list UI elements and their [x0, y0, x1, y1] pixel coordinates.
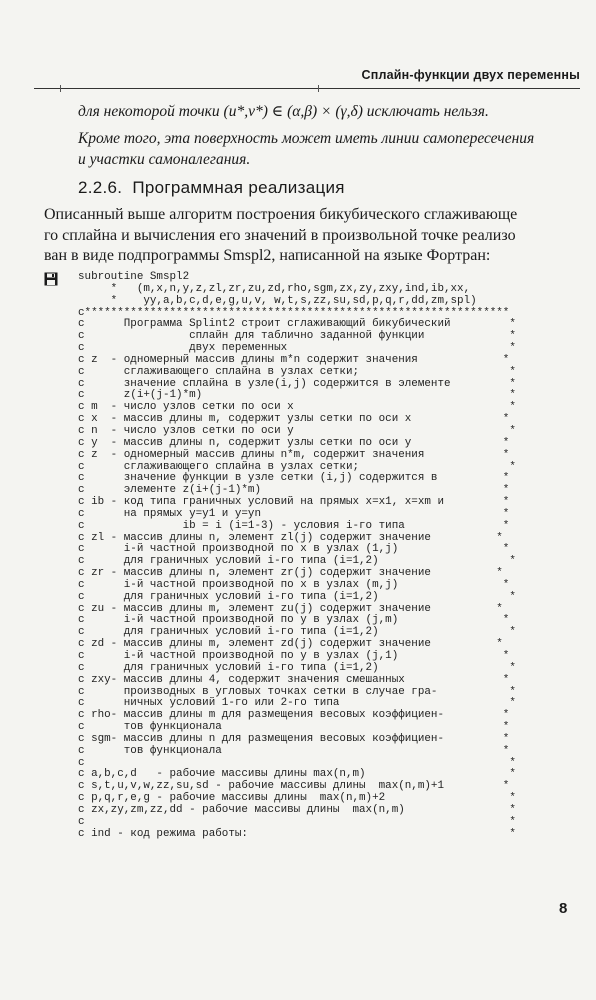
code-line: c ind - код режима работы: *	[78, 827, 516, 840]
code-line: c ничных условий 1-го или 2-го типа *	[78, 697, 516, 710]
code-line: c элементе z(i+(j-1)*m) *	[78, 484, 510, 497]
code-line: c x - массив длины m, содержит узлы сетки по оси x *	[78, 413, 510, 426]
code-line: c zd - массив длины m, элемент zd(j) содержит значение *	[78, 638, 503, 651]
code-line: c rho- массив длины m для размещения весовых коэффициен- *	[78, 709, 510, 722]
code-line: c a,b,c,d - рабочие массивы длины max(n,m) *	[78, 768, 516, 781]
code-line: c z(i+(j-1)*m) *	[78, 389, 516, 402]
floppy-disk-icon	[44, 272, 58, 286]
code-line: c двух переменных *	[78, 342, 516, 355]
code-line: c ib = i (i=1-3) - условия i-го типа *	[78, 519, 510, 532]
code-line: c zl - массив длины n, элемент zl(j) содержит значение *	[78, 531, 503, 544]
code-line: c z - одномерный массив длины n*m, содержит значения *	[78, 448, 510, 461]
header-rule-tick	[318, 85, 319, 92]
header-rule-tick	[60, 85, 61, 92]
code-line: c Программа Splint2 строит сглаживающий бикубический *	[78, 318, 516, 331]
section-title: Программная реализация	[132, 178, 345, 197]
code-line: c zx,zy,zm,zz,dd - рабочие массивы длины max(n,m) *	[78, 803, 516, 816]
section-heading	[78, 178, 345, 198]
code-line: c zu - массив длины m, элемент zu(j) содержит значение *	[78, 602, 503, 615]
code-line: * (m,x,n,y,z,zl,zr,zu,zd,rho,sgm,zx,zy,zxy,ind,ib,xx,	[78, 282, 471, 295]
code-line: subroutine Smspl2	[78, 271, 190, 283]
code-line: c *	[78, 815, 516, 828]
header-rule	[34, 88, 580, 89]
code-line: c ib - код типа граничных условий на прямых x=x1, x=xm и *	[78, 496, 510, 509]
code-line: c zxy- массив длины 4, содержит значения смешанных *	[78, 673, 510, 686]
code-line: c сглаживающего сплайна в узлах сетки; *	[78, 460, 516, 473]
section-number: 2.2.6.	[78, 178, 123, 197]
code-line: c n - число узлов сетки по оси y *	[78, 424, 516, 437]
code-line: c для граничных условий i-го типа (i=1,2) *	[78, 590, 516, 603]
paragraph-line: ван в виде подпрограммы Smspl2, написанной на языке Фортран:	[44, 247, 491, 264]
code-line: c *	[78, 756, 516, 769]
intro-text-after: исключать нельзя.	[362, 103, 489, 120]
code-line: c тов функционала *	[78, 721, 510, 734]
code-line: * yy,a,b,c,d,e,g,u,v, w,t,s,zz,su,sd,p,q,r,dd,zm,spl)	[78, 294, 477, 307]
code-line: c сглаживающего сплайна в узлах сетки; *	[78, 365, 516, 378]
intro-line-3: и участки самоналегания.	[78, 151, 251, 168]
intro-formula: (u*,v*) ∈ (α,β) × (γ,δ)	[223, 103, 363, 120]
code-line: c для граничных условий i-го типа (i=1,2) *	[78, 555, 516, 568]
intro-line-2: Кроме того, эта поверхность может иметь линии самопересечения	[78, 130, 535, 147]
paragraph-line: го сплайна и вычисления его значений в произвольной точке реализо	[44, 226, 516, 244]
code-line: c y - массив длины n, содержит узлы сетки по оси y *	[78, 436, 510, 449]
running-head-title: Сплайн-функции двух переменны	[361, 68, 580, 82]
code-line: c значение функции в узле сетки (i,j) содержится в *	[78, 472, 510, 485]
code-line: c zr - массив длины n, элемент zr(j) содержит значение *	[78, 567, 503, 580]
intro-line-1	[78, 100, 578, 123]
code-line: c sgm- массив длины n для размещения весовых коэффициен- *	[78, 732, 510, 745]
code-line: c*****************************************************************	[78, 306, 510, 319]
code-line: c p,q,r,e,g - рабочие массивы длины max(n,m)+2 *	[78, 792, 516, 805]
code-line: c z - одномерный массив длины m*n содержит значения *	[78, 353, 510, 366]
fortran-code-listing	[78, 272, 578, 841]
code-line: c i-й частной производной по x в узлах (1,j) *	[78, 543, 510, 556]
code-line: c тов функционала *	[78, 744, 510, 757]
code-line: c для граничных условий i-го типа (i=1,2) *	[78, 626, 516, 639]
code-line: c на прямых y=y1 и y=yn *	[78, 507, 510, 520]
intro-remark	[78, 128, 578, 170]
code-line: c i-й частной производной по y в узлах (j,m) *	[78, 614, 510, 627]
code-line: c i-й частной производной по x в узлах (m,j) *	[78, 578, 510, 591]
intro-text-before: для некоторой точки	[78, 103, 224, 120]
code-line: c для граничных условий i-го типа (i=1,2) *	[78, 661, 516, 674]
code-line: c i-й частной производной по y в узлах (j,1) *	[78, 650, 510, 662]
code-line: c значение сплайна в узле(i,j) содержится в элементе *	[78, 377, 516, 390]
paragraph-line: Описанный выше алгоритм построения бикубического сглаживающе	[44, 206, 518, 223]
code-line: c сплайн для таблично заданной функции *	[78, 330, 516, 343]
body-paragraph	[44, 205, 580, 267]
code-line: c m - число узлов сетки по оси x *	[78, 401, 516, 414]
page-number: 8	[559, 900, 568, 917]
code-line: c производных в угловых точках сетки в случае гра- *	[78, 685, 516, 698]
code-line: c s,t,u,v,w,zz,su,sd - рабочие массивы длины max(n,m)+1 *	[78, 780, 510, 793]
